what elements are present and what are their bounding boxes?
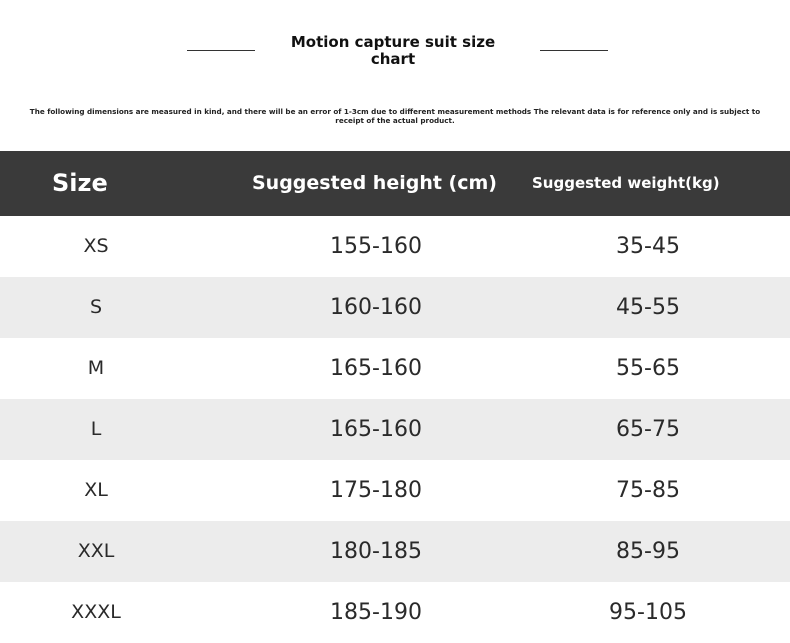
cell-height: 165-160 <box>330 356 422 381</box>
table-row <box>0 216 790 277</box>
page-title: Motion capture suit size chart <box>290 33 496 68</box>
cell-weight: 55-65 <box>616 356 680 381</box>
cell-height: 165-160 <box>330 417 422 442</box>
cell-height: 175-180 <box>330 478 422 503</box>
table-header <box>0 151 790 216</box>
cell-height: 185-190 <box>330 600 422 625</box>
cell-weight: 65-75 <box>616 417 680 442</box>
header-weight: Suggested weight(kg) <box>532 174 720 192</box>
table-row <box>0 338 790 399</box>
table-row <box>0 582 790 643</box>
header-height: Suggested height (cm) <box>252 172 497 194</box>
cell-weight: 85-95 <box>616 539 680 564</box>
cell-height: 160-160 <box>330 295 422 320</box>
cell-weight: 95-105 <box>609 600 687 625</box>
size-table <box>0 151 790 643</box>
cell-height: 180-185 <box>330 539 422 564</box>
cell-weight: 35-45 <box>616 234 680 259</box>
cell-height: 155-160 <box>330 234 422 259</box>
cell-size: XXL <box>77 540 115 562</box>
cell-size: XL <box>84 479 108 501</box>
cell-size: XS <box>83 235 109 257</box>
measurement-note: The following dimensions are measured in kind, and there will be an error of 1-3cm due to different measurement methods The relevant data is for reference only and is subject to receipt of the actual product. <box>29 107 761 125</box>
title-area <box>0 0 790 150</box>
table-row <box>0 460 790 521</box>
cell-size: XXXL <box>71 601 121 623</box>
header-size: Size <box>52 169 108 197</box>
table-row <box>0 277 790 338</box>
table-row <box>0 521 790 582</box>
table-row <box>0 399 790 460</box>
cell-size: M <box>87 357 105 379</box>
title-divider-left <box>187 50 255 51</box>
cell-size: L <box>90 418 102 440</box>
cell-size: S <box>89 296 103 318</box>
cell-weight: 75-85 <box>616 478 680 503</box>
cell-weight: 45-55 <box>616 295 680 320</box>
title-divider-right <box>540 50 608 51</box>
